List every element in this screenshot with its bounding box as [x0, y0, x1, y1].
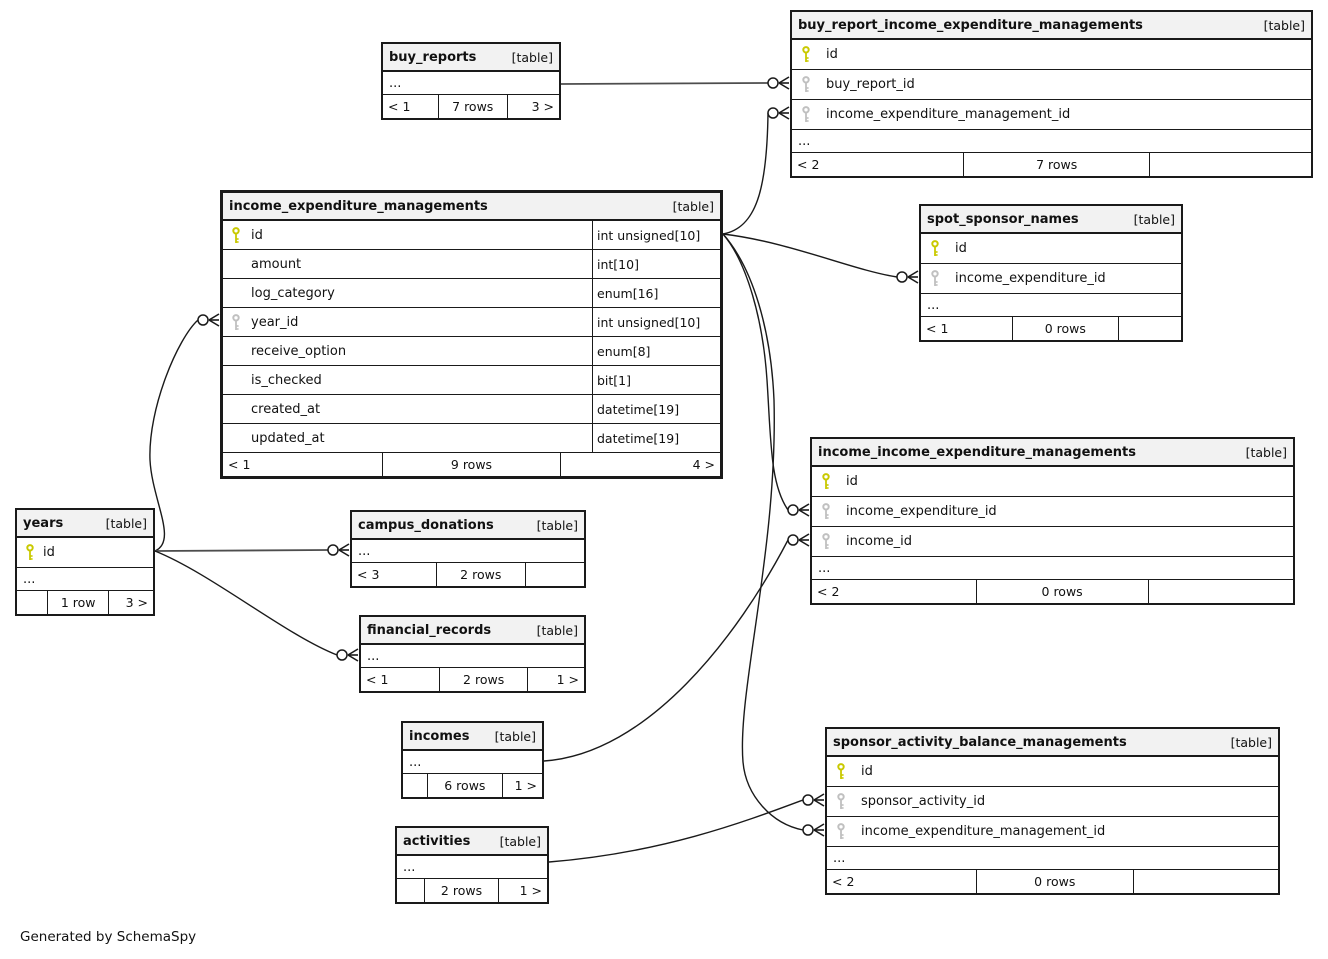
relationship-r6	[150, 314, 219, 551]
row-count: 7 rows	[963, 153, 1150, 176]
column-row	[792, 40, 1311, 70]
related-parents: < 2	[817, 584, 840, 599]
crowfoot-icon	[348, 649, 358, 655]
relationship-line	[561, 83, 768, 84]
primary-key-icon	[801, 46, 811, 63]
related-parents	[397, 879, 424, 902]
table-campus-donations[interactable]	[350, 510, 586, 588]
column-row	[827, 817, 1278, 847]
column-name: income_expenditure_id	[846, 504, 997, 519]
table-header	[17, 510, 153, 538]
column-row	[792, 70, 1311, 100]
table-name[interactable]: income_income_expenditure_managements	[818, 444, 1136, 460]
column-row	[223, 424, 720, 453]
column-name: created_at	[251, 401, 321, 417]
relationship-r4	[723, 234, 809, 516]
table-footer	[352, 563, 584, 586]
table-header	[812, 439, 1293, 467]
table-header	[383, 44, 559, 72]
crowfoot-icon	[339, 544, 349, 550]
primary-key-icon	[25, 544, 35, 561]
primary-key-icon	[836, 763, 846, 780]
cardinality-circle-icon	[198, 315, 208, 325]
column-name: amount	[251, 256, 302, 272]
ellipsis-row	[352, 540, 584, 563]
table-years[interactable]	[15, 508, 155, 616]
related-parents	[403, 774, 427, 797]
table-footer	[792, 153, 1311, 176]
table-tag: [table]	[1230, 734, 1272, 750]
ellipsis-row	[827, 847, 1278, 870]
column-name: income_expenditure_id	[955, 271, 1106, 286]
column-name: sponsor_activity_id	[861, 794, 986, 809]
table-tag: [table]	[1133, 211, 1175, 227]
related-children: 4 >	[692, 457, 715, 472]
related-parents: < 1	[228, 457, 251, 472]
related-children: 1 >	[514, 778, 537, 793]
crowfoot-icon	[799, 510, 809, 516]
table-tag: [table]	[511, 49, 553, 65]
column-name: income_id	[846, 534, 912, 549]
related-parents: < 1	[366, 672, 389, 687]
ellipsis-row	[812, 557, 1293, 580]
column-name: log_category	[251, 285, 335, 301]
column-type: datetime[19]	[592, 424, 720, 452]
table-footer	[17, 591, 153, 614]
table-header	[827, 729, 1278, 757]
table-name[interactable]: financial_records	[367, 622, 492, 638]
table-name[interactable]: buy_report_income_expenditure_managements	[798, 17, 1143, 33]
table-name[interactable]: years	[23, 515, 64, 531]
crowfoot-icon	[779, 83, 789, 89]
table-header	[352, 512, 584, 540]
cardinality-circle-icon	[788, 505, 798, 515]
row-count: 0 rows	[976, 580, 1149, 603]
foreign-key-icon	[836, 823, 846, 840]
column-row	[812, 467, 1293, 497]
table-footer	[397, 879, 547, 902]
crowfoot-icon	[348, 655, 358, 661]
column-row	[223, 279, 720, 308]
column-row	[17, 538, 153, 568]
column-row	[223, 337, 720, 366]
foreign-key-icon	[930, 270, 940, 287]
ellipsis-label: ...	[403, 859, 416, 875]
table-buy-report-income-expenditure-managements[interactable]	[790, 10, 1313, 178]
crowfoot-icon	[779, 77, 789, 83]
column-name: buy_report_id	[826, 77, 915, 92]
table-footer	[403, 774, 542, 797]
column-type: int unsigned[10]	[592, 221, 720, 249]
table-name[interactable]: campus_donations	[358, 517, 494, 533]
primary-key-icon	[930, 240, 940, 257]
column-type: datetime[19]	[592, 395, 720, 423]
foreign-key-icon	[821, 503, 831, 520]
related-children	[1134, 870, 1278, 893]
column-name: id	[43, 545, 55, 560]
related-children: 3 >	[125, 595, 148, 610]
relationship-r2	[723, 107, 789, 234]
relationship-r9	[549, 794, 824, 862]
cardinality-circle-icon	[337, 650, 347, 660]
table-name[interactable]: sponsor_activity_balance_managements	[833, 734, 1127, 750]
column-name: is_checked	[251, 372, 322, 388]
ellipsis-row	[921, 294, 1181, 317]
relationship-line	[155, 550, 328, 551]
crowfoot-icon	[339, 550, 349, 556]
column-row	[223, 308, 720, 337]
relationship-line	[723, 113, 768, 234]
crowfoot-icon	[779, 107, 789, 113]
table-header	[792, 12, 1311, 40]
crowfoot-icon	[908, 271, 918, 277]
row-count: 0 rows	[1012, 317, 1119, 340]
row-count: 2 rows	[439, 668, 528, 691]
related-children: 3 >	[531, 99, 554, 114]
row-count: 7 rows	[438, 95, 508, 118]
related-parents: < 3	[357, 567, 380, 582]
column-row	[792, 100, 1311, 130]
row-count: 2 rows	[424, 879, 499, 902]
table-header	[397, 828, 547, 856]
cardinality-circle-icon	[768, 78, 778, 88]
column-type: bit[1]	[592, 366, 720, 394]
cardinality-circle-icon	[897, 272, 907, 282]
table-header	[921, 206, 1181, 234]
foreign-key-icon	[801, 76, 811, 93]
column-row	[812, 527, 1293, 557]
table-footer	[361, 668, 584, 691]
table-spot-sponsor-names[interactable]	[919, 204, 1183, 342]
column-type: int unsigned[10]	[592, 308, 720, 336]
related-parents: < 2	[797, 157, 820, 172]
column-name: updated_at	[251, 430, 325, 446]
ellipsis-label: ...	[409, 754, 422, 770]
ellipsis-label: ...	[818, 560, 831, 576]
ellipsis-row	[383, 72, 559, 95]
column-name: id	[861, 764, 873, 779]
table-tag: [table]	[536, 517, 578, 533]
generated-by-note: Generated by SchemaSpy	[20, 929, 197, 945]
related-parents	[17, 591, 47, 614]
column-row	[223, 250, 720, 279]
ellipsis-row	[792, 130, 1311, 153]
relationship-line	[150, 320, 198, 551]
row-count: 2 rows	[436, 563, 526, 586]
relationship-r7	[155, 544, 349, 556]
column-name: id	[826, 47, 838, 62]
ellipsis-label: ...	[367, 648, 380, 664]
ellipsis-row	[361, 645, 584, 668]
ellipsis-label: ...	[358, 543, 371, 559]
cardinality-circle-icon	[768, 108, 778, 118]
table-footer	[921, 317, 1181, 340]
cardinality-circle-icon	[788, 535, 798, 545]
row-count: 9 rows	[382, 453, 561, 476]
ellipsis-label: ...	[833, 850, 846, 866]
table-sponsor-activity-balance-managements[interactable]	[825, 727, 1280, 895]
foreign-key-icon	[836, 793, 846, 810]
relationship-line	[155, 551, 337, 655]
table-tag: [table]	[499, 833, 541, 849]
table-footer	[827, 870, 1278, 893]
related-children	[1119, 317, 1181, 340]
crowfoot-icon	[814, 824, 824, 830]
column-type: enum[8]	[592, 337, 720, 365]
related-children	[1150, 153, 1311, 176]
relationship-r1	[561, 77, 789, 89]
crowfoot-icon	[799, 534, 809, 540]
relationship-r8	[155, 551, 358, 661]
table-activities[interactable]	[395, 826, 549, 904]
table-tag: [table]	[1263, 17, 1305, 33]
table-name[interactable]: activities	[403, 833, 471, 849]
crowfoot-icon	[814, 800, 824, 806]
primary-key-icon	[821, 473, 831, 490]
table-header	[223, 193, 720, 221]
relationship-r3	[723, 234, 918, 283]
related-children: 1 >	[519, 883, 542, 898]
foreign-key-icon	[821, 533, 831, 550]
table-tag: [table]	[672, 198, 714, 214]
column-name: receive_option	[251, 343, 347, 359]
table-name[interactable]: spot_sponsor_names	[927, 211, 1079, 227]
column-name: id	[846, 474, 858, 489]
column-name: income_expenditure_management_id	[826, 107, 1071, 122]
crowfoot-icon	[209, 320, 219, 326]
ellipsis-row	[397, 856, 547, 879]
related-children: 1 >	[556, 672, 579, 687]
crowfoot-icon	[814, 830, 824, 836]
column-row	[223, 395, 720, 424]
column-type: int[10]	[592, 250, 720, 278]
column-name: id	[955, 241, 967, 256]
table-footer	[812, 580, 1293, 603]
column-name: id	[251, 227, 263, 243]
crowfoot-icon	[799, 540, 809, 546]
table-name[interactable]: income_expenditure_managements	[229, 198, 488, 214]
ellipsis-label: ...	[389, 75, 402, 91]
foreign-key-icon	[231, 314, 241, 331]
column-row	[223, 221, 720, 250]
table-income-expenditure-managements[interactable]	[220, 190, 723, 479]
cardinality-circle-icon	[803, 795, 813, 805]
table-header	[361, 617, 584, 645]
column-row	[223, 366, 720, 395]
column-type: enum[16]	[592, 279, 720, 307]
relationship-line	[723, 234, 803, 830]
column-name: income_expenditure_management_id	[861, 824, 1106, 839]
crowfoot-icon	[779, 113, 789, 119]
cardinality-circle-icon	[803, 825, 813, 835]
primary-key-icon	[231, 227, 241, 244]
table-footer	[223, 453, 720, 476]
table-footer	[383, 95, 559, 118]
column-row	[827, 757, 1278, 787]
column-row	[827, 787, 1278, 817]
table-name[interactable]: buy_reports	[389, 49, 477, 65]
cardinality-circle-icon	[328, 545, 338, 555]
table-incomes[interactable]	[401, 721, 544, 799]
crowfoot-icon	[209, 314, 219, 320]
row-count: 0 rows	[976, 870, 1134, 893]
table-tag: [table]	[536, 622, 578, 638]
related-parents: < 1	[926, 321, 949, 336]
column-row	[921, 264, 1181, 294]
table-header	[403, 723, 542, 751]
table-tag: [table]	[105, 515, 147, 531]
ellipsis-row	[17, 568, 153, 591]
ellipsis-label: ...	[798, 133, 811, 149]
related-parents: < 1	[388, 99, 411, 114]
relationship-line	[723, 234, 788, 510]
crowfoot-icon	[814, 794, 824, 800]
related-children	[1149, 580, 1293, 603]
crowfoot-icon	[799, 504, 809, 510]
ellipsis-label: ...	[927, 297, 940, 313]
column-row	[812, 497, 1293, 527]
ellipsis-label: ...	[23, 571, 36, 587]
table-income-income-expenditure-managements[interactable]	[810, 437, 1295, 605]
crowfoot-icon	[908, 277, 918, 283]
foreign-key-icon	[801, 106, 811, 123]
column-name: year_id	[251, 314, 299, 330]
relationship-line	[723, 234, 897, 277]
table-buy-reports[interactable]	[381, 42, 561, 120]
table-name[interactable]: incomes	[409, 728, 470, 744]
row-count: 1 row	[47, 591, 110, 614]
related-parents: < 2	[832, 874, 855, 889]
ellipsis-row	[403, 751, 542, 774]
table-financial-records[interactable]	[359, 615, 586, 693]
table-tag: [table]	[494, 728, 536, 744]
related-children	[526, 563, 584, 586]
row-count: 6 rows	[427, 774, 503, 797]
column-row	[921, 234, 1181, 264]
table-tag: [table]	[1245, 444, 1287, 460]
